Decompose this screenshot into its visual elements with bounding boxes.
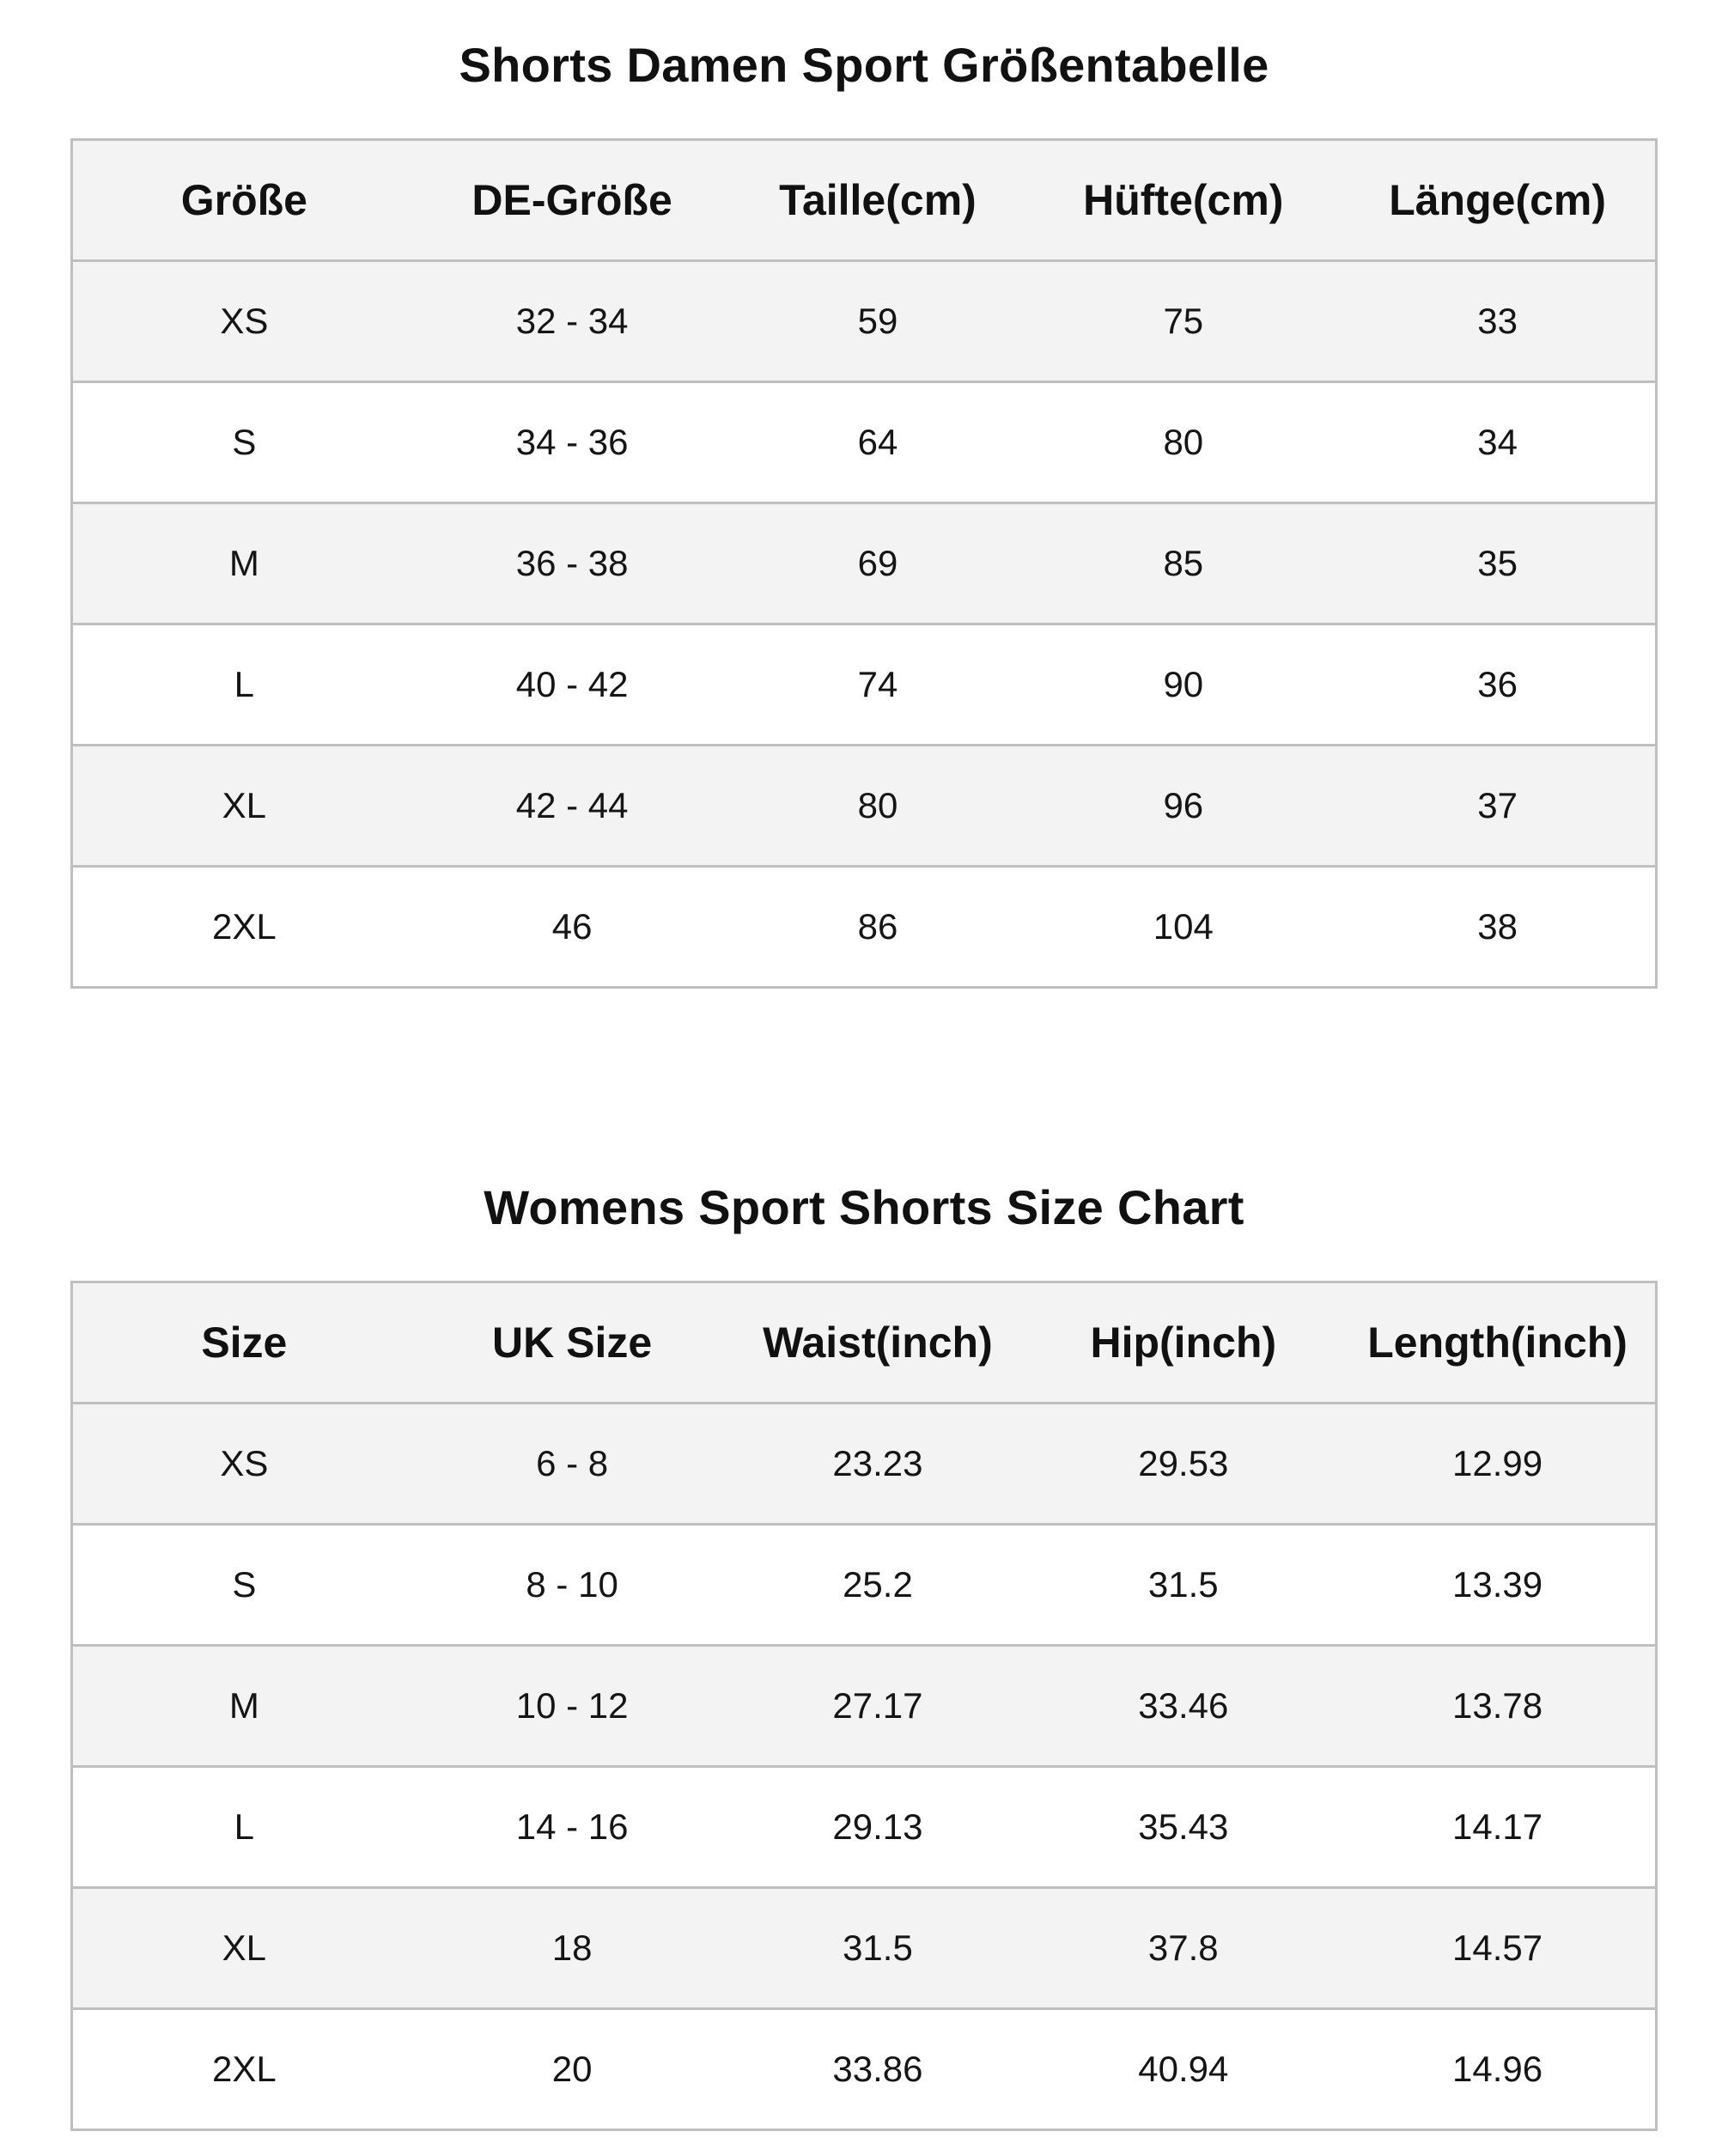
table-cell: 14.57 xyxy=(1452,1928,1543,1968)
table-cell: 69 xyxy=(857,543,898,583)
table-row xyxy=(73,1768,1655,1889)
table-row xyxy=(73,383,1655,504)
table-cell: 86 xyxy=(857,906,898,947)
uk-table-title: Womens Sport Shorts Size Chart xyxy=(484,1180,1244,1234)
table-row xyxy=(73,746,1655,868)
table-cell: 14.17 xyxy=(1452,1806,1543,1847)
table-cell: 33 xyxy=(1477,301,1518,341)
table-cell: 85 xyxy=(1163,543,1204,583)
table-row xyxy=(73,1647,1655,1768)
table-header-row xyxy=(73,141,1655,262)
header-cell: Waist(inch) xyxy=(763,1319,993,1367)
table-cell: 90 xyxy=(1163,664,1204,704)
table-cell: L xyxy=(234,1806,255,1847)
table-cell: 13.78 xyxy=(1452,1685,1543,1726)
table-cell: 29.53 xyxy=(1138,1443,1229,1483)
table-row xyxy=(73,1526,1655,1647)
table-header-row xyxy=(73,1283,1655,1404)
table-cell: S xyxy=(232,422,257,462)
table-cell: 96 xyxy=(1163,785,1204,825)
table-cell: 75 xyxy=(1163,301,1204,341)
table-cell: 14.96 xyxy=(1452,2049,1543,2089)
table-cell: XL xyxy=(222,785,267,825)
table-cell: 10 - 12 xyxy=(515,1685,629,1726)
table-cell: 23.23 xyxy=(832,1443,923,1483)
de-size-table xyxy=(70,138,1658,989)
table-cell: 35.43 xyxy=(1138,1806,1229,1847)
table-cell: 2XL xyxy=(211,906,277,947)
table-cell: 27.17 xyxy=(832,1685,923,1726)
table-cell: XL xyxy=(222,1928,267,1968)
table-cell: XS xyxy=(220,301,269,341)
table-row xyxy=(73,2010,1655,2129)
table-cell: 18 xyxy=(551,1928,593,1968)
table-cell: S xyxy=(232,1564,257,1605)
table-cell: 34 xyxy=(1477,422,1518,462)
table-cell: 32 - 34 xyxy=(515,301,629,341)
table-cell: 8 - 10 xyxy=(526,1564,618,1605)
table-cell: 33.46 xyxy=(1138,1685,1229,1726)
table-cell: 37.8 xyxy=(1147,1928,1219,1968)
table-cell: 25.2 xyxy=(843,1564,913,1605)
table-cell: M xyxy=(228,543,259,583)
table-cell: 31.5 xyxy=(1147,1564,1219,1605)
table-cell: 31.5 xyxy=(843,1928,913,1968)
table-row xyxy=(73,625,1655,746)
table-cell: XS xyxy=(220,1443,269,1483)
header-cell: Hüfte(cm) xyxy=(1083,176,1284,224)
header-cell: Größe xyxy=(180,176,307,224)
table-cell: 29.13 xyxy=(832,1806,923,1847)
table-cell: 37 xyxy=(1477,785,1518,825)
table-cell: 13.39 xyxy=(1452,1564,1543,1605)
table-cell: 38 xyxy=(1477,906,1518,947)
table-cell: 46 xyxy=(551,906,593,947)
table-cell: 59 xyxy=(857,301,898,341)
table-row xyxy=(73,262,1655,383)
table-cell: 6 - 8 xyxy=(536,1443,609,1483)
header-cell: DE-Größe xyxy=(472,176,672,224)
table-cell: 33.86 xyxy=(832,2049,923,2089)
table-cell: 104 xyxy=(1153,906,1214,947)
table-cell: 36 xyxy=(1477,664,1518,704)
table-row xyxy=(73,1404,1655,1526)
table-cell: M xyxy=(228,1685,259,1726)
table-cell: 2XL xyxy=(211,2049,277,2089)
table-cell: L xyxy=(234,664,255,704)
table-cell: 12.99 xyxy=(1452,1443,1543,1483)
table-cell: 14 - 16 xyxy=(515,1806,629,1847)
table-cell: 40.94 xyxy=(1138,2049,1229,2089)
table-cell: 80 xyxy=(857,785,898,825)
table-cell: 34 - 36 xyxy=(515,422,629,462)
header-cell: UK Size xyxy=(492,1319,653,1367)
header-cell: Taille(cm) xyxy=(779,176,977,224)
table-cell: 35 xyxy=(1477,543,1518,583)
header-cell: Length(inch) xyxy=(1367,1319,1628,1367)
header-cell: Länge(cm) xyxy=(1389,176,1607,224)
table-cell: 74 xyxy=(857,664,898,704)
table-cell: 40 - 42 xyxy=(515,664,629,704)
table-cell: 36 - 38 xyxy=(515,543,629,583)
table-cell: 80 xyxy=(1163,422,1204,462)
uk-size-table xyxy=(70,1281,1658,2131)
table-row xyxy=(73,504,1655,625)
table-cell: 20 xyxy=(551,2049,593,2089)
header-cell: Hip(inch) xyxy=(1090,1319,1277,1367)
table-cell: 42 - 44 xyxy=(515,785,629,825)
table-row xyxy=(73,868,1655,986)
table-row xyxy=(73,1889,1655,2010)
header-cell: Size xyxy=(201,1319,288,1367)
table-cell: 64 xyxy=(857,422,898,462)
de-table-title: Shorts Damen Sport Größentabelle xyxy=(459,38,1269,92)
